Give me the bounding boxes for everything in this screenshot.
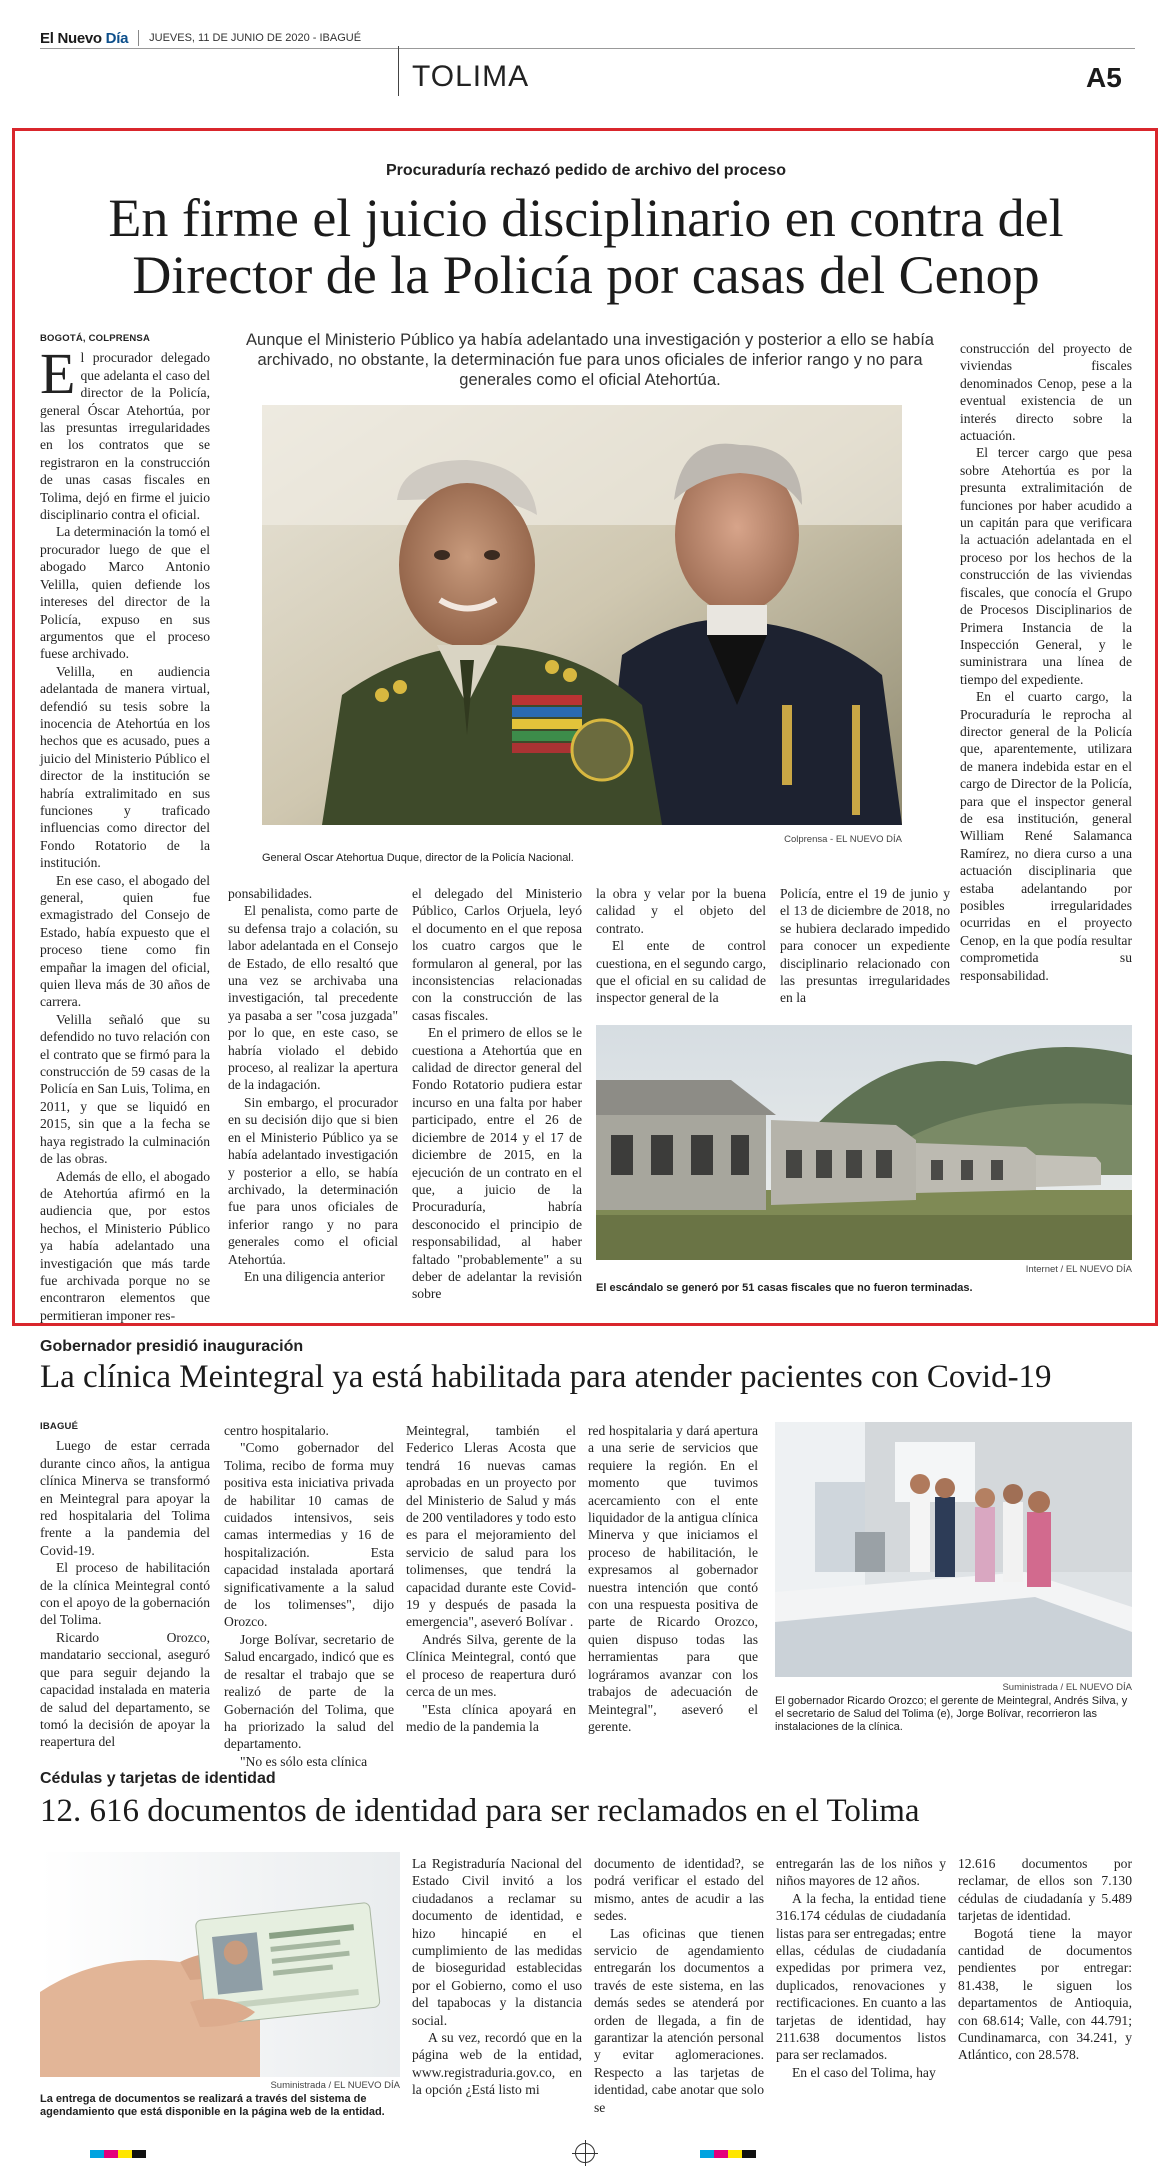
article3-paragraph: 12.616 documentos por reclamar, de ellos son 7.130 cédulas de ciudadanía y 5.489 tarjetas de identidad. [958,1856,1132,1924]
dateline: JUEVES, 11 DE JUNIO DE 2020 - IBAGUÉ [149,32,362,44]
article2-paragraph: Ricardo Orozco, mandatario seccional, aseguró que para seguir dejando la capacidad instalada en materia de salud del departamento, se tomó la decisión de apoyar la reapertura del [40,1629,210,1750]
article2-paragraph: "Como gobernador del Tolima, recibo de forma muy positiva esta iniciativa privada de habilitar 10 camas de cuidados intensivos, seis camas intermedias y 16 de hospitalización. Esta capacidad instalada aportará significativamente a la salud de los tolimenses", dijo Orozco. [224,1440,394,1630]
article3-paragraph: En el caso del Tolima, hay [792,2064,936,2080]
registration-mark-icon [575,2143,595,2163]
article1-column-4 [596,885,766,1020]
article2-paragraph: Jorge Bolívar, secretario de Salud encargado, indicó que es de resaltar el trabajo que se realizó de parte de la Gobernación del Tolima, que ha priorizado la salud del departamento. [224,1631,394,1752]
photo-clinic-visit [775,1422,1132,1677]
article3-kicker: Cédulas y tarjetas de identidad [40,1770,276,1787]
photo3-credit: Suministrada / EL NUEVO DÍA [1002,1682,1132,1693]
article1-paragraph: el delegado del Ministerio Público, Carlos Orjuela, leyó el documento en el que reposa los cuatro cargos que le formularon al general, por las inconsistencias relacionadas con la construcción de las casas fiscales. [412,886,582,1023]
article1-paragraph: Además de ello, el abogado de Atehortúa afirmó en la audiencia que, por estos hechos, el Ministerio Público ya había adelantado una investigación que más tarde fue archivada porque no se encontraron elementos que permitieran imponer res- [40,1168,210,1323]
photo3-caption: El gobernador Ricardo Orozco; el gerente de Meintegral, Andrés Silva, y el secretario de Salud del Tolima (e), Jorge Bolívar, recorrieron las instalaciones de la clínica. [775,1695,1128,1733]
article1-byline: BOGOTÁ, COLPRENSA [40,333,151,344]
article1-paragraph: Velilla señaló que su defendido no tuvo relación con el contrato que se firmó para la construcción de 59 casas de la Policía en San Luis, Tolima, en 2011, y que se liquidó en 2015, sin que a la fecha se haya registrado la culminación de las obras. [40,1011,210,1167]
section-divider [398,46,399,96]
article3-column-1 [412,1855,582,2140]
article1-column-5 [780,885,950,1020]
article3-column-2 [594,1855,764,2140]
article1-paragraph: El ente de control cuestiona, en el segundo cargo, que el oficial en su calidad de inspector general de la [596,938,766,1006]
page-number: A5 [1086,62,1122,93]
article2-paragraph: Luego de estar cerrada durante cinco años, la antigua clínica Minerva se transformó en Meintegral para apoyar la red hospitalaria del Tolima frente a la pandemia del Covid-19. [40,1438,210,1558]
article1-headline: En firme el juicio disciplinario en contra del Director de la Policía por casas del Cenop [108,188,1064,306]
article2-column-2 [224,1422,394,1769]
photo4-credit: Suministrada / EL NUEVO DÍA [270,2080,400,2091]
newspaper-logo: El Nuevo Día [40,29,129,47]
color-bar-left [90,2150,146,2158]
article3-paragraph: Las oficinas que tienen servicio de agendamiento entregarán los documentos a través de este sistema, en las demás sedes se atenderá por orden de llegada, a fin de garantizar la atención personal y evitar aglomeraciones. Respecto a las tarjetas de identidad, cabe anotar que solo se [594,1925,764,2115]
article3-headline: 12. 616 documentos de identidad para ser reclamados en el Tolima [40,1793,920,1829]
article1-paragraph: construcción del proyecto de viviendas fiscales denominados Cenop, pese a la eventual existencia de un interés directo sobre la actuación. [960,341,1132,444]
article2-paragraph: El proceso de habilitación de la clínica Meintegral contó con el apoyo de la gobernación del Tolima. [40,1560,210,1628]
article3-paragraph: documento de identidad?, se podrá verificar el estado del mismo, antes de acudir a las sedes. [594,1856,764,1924]
article2-kicker: Gobernador presidió inauguración [40,1338,304,1355]
photo-unfinished-houses [596,1025,1132,1260]
article3-paragraph: A su vez, recordó que en la página web de la entidad, www.registraduria.gov.co, en la opción ¿Está listo mi [412,2030,582,2098]
article2-paragraph: centro hospitalario. [224,1423,329,1438]
masthead-divider [138,30,139,46]
photo1-credit: Colprensa - EL NUEVO DÍA [784,834,902,845]
article1-paragraph: ponsabilidades. [228,886,313,901]
article1-paragraph: Velilla, en audiencia adelantada de manera virtual, defendió su tesis sobre la inocencia de Atehortúa en los hechos que es acusado, pues a juicio del Ministerio Público el director de la institución se habría extralimitado en sus funciones y traficado influencias como director del Fondo Rotatorio de la institución. [40,663,210,871]
article1-paragraph: En el cuarto cargo, la Procuraduría le reprocha al director general de la Policía que, aparentemente, utilizara de manera indebida estar en el cargo de Director de la Policía, para que el inspector general de esa institución, general William René Salamanca Ramírez, no diera curso a una actuación disciplinaria que estaba adelantando por posibles irregularidades ocurridas en el proyecto Cenop, en la que podía resultar comprometida su responsabilidad. [960,689,1132,983]
article2-paragraph: "Esta clínica apoyará en medio de la pandemia la [406,1701,576,1734]
masthead [40,26,361,50]
article1-paragraph: Policía, entre el 19 de junio y el 13 de diciembre de 2018, no se hubiera declarado impedido para conocer un expediente disciplinario relacionado con las presuntas irregularidades en la [780,886,950,1006]
article1-column-2 [228,885,398,1295]
photo-police-generals [262,405,902,825]
article1-column-6 [960,340,1132,1020]
section-name: TOLIMA [412,60,530,93]
article1-paragraph: la obra y velar por la buena calidad y el objeto del contrato. [596,886,766,936]
article2-column-1 [40,1418,210,1748]
article1-lead: Aunque el Ministerio Público ya había adelantado una investigación y posterior a ello se había archivado, no obstante, la determinación fue para unos oficiales de inferior rango y no para generales como el oficial Atehortúa. [246,331,934,389]
article1-kicker: Procuraduría rechazó pedido de archivo del proceso [385,162,787,179]
article2-paragraph: red hospitalaria y dará apertura a una serie de servicios que requiere la región. En el momento que tuvimos acercamiento con el ente liquidador de la antigua clínica Minerva y que iniciamos el proceso de habilitación, le expresamos al gobernador nuestra intención que contó con una respuesta positiva de parte de Ricardo Orozco, quien dispuso todas las herramientas para que lográramos avanzar con los trabajos de adecuación de Meintegral", aseveró el gerente. [588,1423,758,1734]
article2-paragraph: Andrés Silva, gerente de la Clínica Meintegral, contó que el proceso de reapertura duró cerca de un mes. [406,1631,576,1700]
article1-column-1 [40,330,210,1323]
article3-paragraph: A la fecha, la entidad tiene 316.174 cédulas de ciudadanía listas para ser entregadas; entre ellas, cédulas de ciudadanía expedidas por primera vez, duplicados, renovaciones y rectificaciones. En cuanto a las tarjetas de identidad, hay 211.638 documentos listos para ser reclamados. [776,1890,946,2063]
article1-paragraph: La determinación la tomó el procurador luego de que el abogado Marco Antonio Velilla, quien defiende los intereses del director de la Policía, expuso en sus argumentos que el proceso fuese archivado. [40,524,210,662]
photo1-caption: General Oscar Atehortua Duque, director de la Policía Nacional. [262,852,574,864]
article3-column-3 [776,1855,946,2140]
article1-column-3 [412,885,582,1302]
article1-paragraph: El penalista, como parte de su defensa trajo a colación, su labor adelantada en el Consejo de Estado, de ello resaltó que una vez se archivaba una investigación, tal precedente ya pasaba a ser "cosa juzgada" por lo que, en este caso, se habría violado el debido proceso, al realizar la apertura de la indagación. [228,903,398,1093]
article3-column-4 [958,1855,1132,2140]
article1-paragraph: El procurador delegado que adelanta el caso del director de la Policía, general Óscar Atehortúa, por las presuntas irregularidades en los contratos que se registraron en la construcción de unas casas fiscales en Tolima, dejó en firme el juicio disciplinario contra el oficial. [40,341,210,523]
article1-paragraph: En el primero de ellos se le cuestiona a Atehortúa que en calidad de director general del Fondo Rotatorio pudiera estar incurso en una falta por haber participado, entre el 26 de diciembre de 2014 y el 17 de diciembre de 2015, en la ejecución de un contrato en el que, a juicio de la Procuraduría, habría desconocido el principio de responsabilidad, al haber faltado "probablemente" a su deber de adelantar la revisión sobre [412,1025,582,1302]
photo2-caption: El escándalo se generó por 51 casas fiscales que no fueron terminadas. [596,1282,973,1294]
id-card-photo-illustration [40,1852,400,2077]
article3-paragraph: entregarán las de los niños y niños mayores de 12 años. [776,1856,946,1889]
drop-cap: E [40,341,76,407]
article1-paragraph: En ese caso, el abogado del general, quien fue exmagistrado del Consejo de Estado, había expuesto que el proceso tiene como fin empañar la imagen del oficial, quien lleva más de 30 años de carrera. [40,872,210,1010]
houses-photo-illustration [596,1025,1132,1260]
article2-headline: La clínica Meintegral ya está habilitada para atender pacientes con Covid-19 [40,1359,1052,1395]
article1-paragraph: Sin embargo, el procurador en su decisión dijo que si bien en el Ministerio Público ya se había adelantado investigación y posterior a ello, se había archivado, la determinación fue para unos oficiales de inferior rango y no para generales como el oficial Atehortúa. [228,1094,398,1267]
top-rule [40,48,1135,49]
article2-column-3 [406,1422,576,1752]
article2-paragraph: "No es sólo esta clínica [240,1753,368,1769]
clinic-photo-illustration [775,1422,1132,1677]
article3-paragraph: La Registraduría Nacional del Estado Civil invitó a los ciudadanos a reclamar su documento de identidad, e hizo hincapié en el cumplimiento de las medidas de bioseguridad establecidas por el Gobierno, como el uso del tapabocas y la distancia social. [412,1856,582,2028]
photo2-credit: Internet / EL NUEVO DÍA [1025,1264,1132,1275]
photo-id-card [40,1852,400,2077]
color-bar-right [700,2150,756,2158]
photo4-caption: La entrega de documentos se realizará a través del sistema de agendamiento que está disponible en la página web de la entidad. [40,2093,385,2118]
article2-column-4 [588,1422,758,1752]
article2-byline: IBAGUÉ [40,1421,79,1432]
article1-paragraph: En una diligencia anterior [244,1268,385,1284]
article1-paragraph: El tercer cargo que pesa sobre Atehortúa es por la presunta extralimitación de funciones por haber acudido a un capitán para que verificara la actuación adelantada en el proceso por los hechos de la construcción de las viviendas fiscales, que conocía el Grupo de Procesos Disciplinarios de Primera Instancia de la Inspección General, y le suministrara una línea de tiempo del expediente. [960,445,1132,687]
officers-photo-illustration [262,405,902,825]
article3-paragraph: Bogotá tiene la mayor cantidad de documentos pendientes por entregar: 81.438, le siguen los departamentos de Antioquia, con 68.614; Valle, con 44.791; Cundinamarca, con 34.241, y Atlántico, con 28.578. [958,1925,1132,2063]
article2-paragraph: Meintegral, también el Federico Lleras Acosta que tendrá 16 nuevas camas aprobadas en un proyecto por del Ministerio de Salud y más de 200 ventiladores y todo esto es para el mejoramiento del servicio de salud para los tolimenses, que tendrá la capacidad durante este Covid-19 y después de pasada la emergencia", aseveró Bolívar . [406,1423,576,1630]
